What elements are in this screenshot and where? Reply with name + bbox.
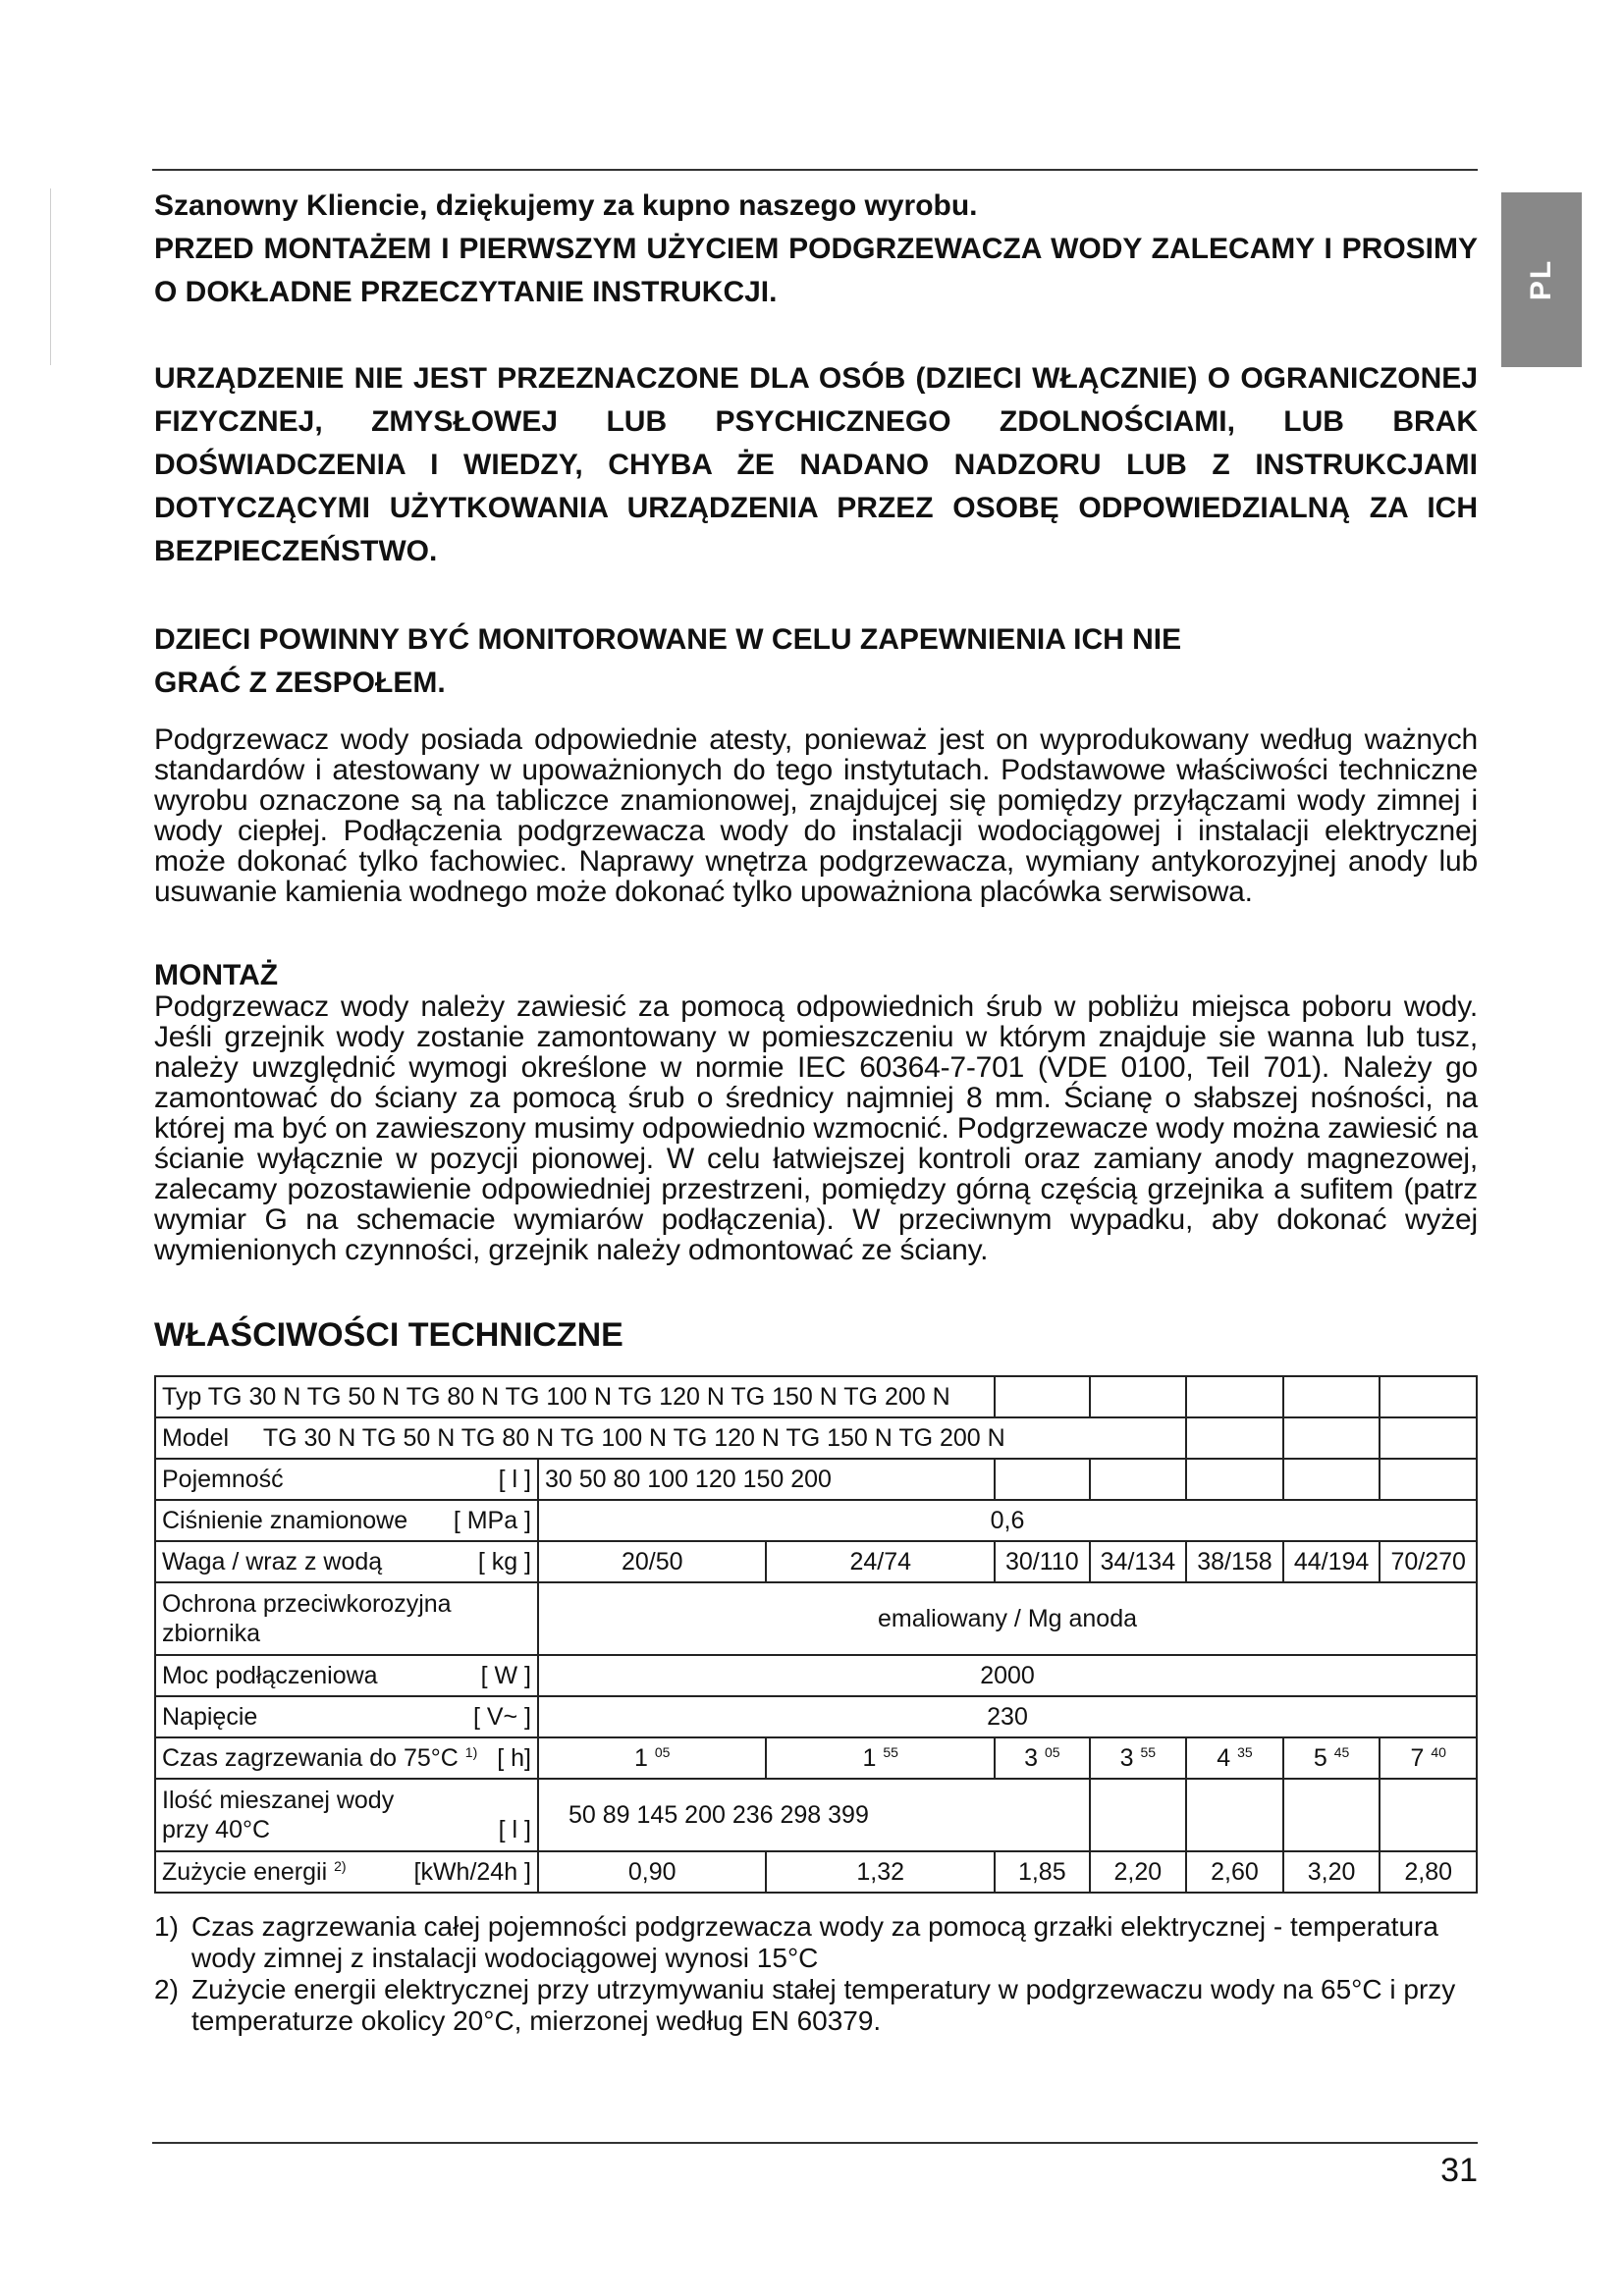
- table-row: [155, 1851, 1477, 1893]
- footnote-2: 2) Zużycie energii elektrycznej przy utrzymywaniu stałej temperatury w podgrzewaczu wody na 65°C i przy temperaturze okolicy 20°C, mierzonej według EN 60379.: [154, 1974, 1456, 2036]
- zuzycie-footnote-ref: 2): [334, 1857, 347, 1874]
- table-row: [155, 1779, 1477, 1851]
- zuzycie-value: 2,60: [1186, 1851, 1283, 1893]
- pojemnosc-label: Pojemność: [162, 1465, 284, 1493]
- czas-value: 1 $^{05}$: [538, 1737, 766, 1779]
- czas-value: 3 $^{05}$: [995, 1737, 1090, 1779]
- bottom-rule: [152, 2142, 1478, 2144]
- czas-value: 4 $^{35}$: [1186, 1737, 1283, 1779]
- waga-value: 70/270: [1380, 1541, 1477, 1582]
- table-row: [155, 1541, 1477, 1582]
- czas-unit: [ h]: [497, 1743, 531, 1772]
- ochrona-label: Ochrona przeciwkorozyjna zbiornika: [155, 1582, 538, 1655]
- model-values: TG 30 N TG 50 N TG 80 N TG 100 N TG 120 N TG 150 N TG 200 N: [262, 1423, 1005, 1452]
- children-warning-line-2: GRAĆ Z ZESPOŁEM.: [154, 667, 446, 699]
- children-warning-line-1: DZIECI POWINNY BYĆ MONITOROWANE W CELU ZAPEWNIENIA ICH NIE: [154, 623, 1182, 656]
- table-row: [155, 1655, 1477, 1696]
- table-row: [155, 1417, 1477, 1459]
- margin-line: [50, 188, 51, 365]
- czas-label: Czas zagrzewania do 75°C: [162, 1743, 459, 1772]
- table-row: [155, 1582, 1477, 1655]
- zuzycie-value: 2,20: [1090, 1851, 1187, 1893]
- pojemnosc-values: 30 50 80 100 120 150 200: [545, 1465, 832, 1493]
- zuzycie-unit: [kWh/24h ]: [413, 1857, 531, 1886]
- tech-heading: WŁAŚCIWOŚCI TECHNICZNE: [154, 1316, 623, 1354]
- typ-text: Typ TG 30 N TG 50 N TG 80 N TG 100 N TG 120 N TG 150 N TG 200 N: [162, 1382, 950, 1411]
- page-content: [154, 185, 1478, 2037]
- cisnienie-label: Ciśnienie znamionowe: [162, 1506, 408, 1534]
- czas-value: 1 $^{55}$: [766, 1737, 995, 1779]
- waga-value: 34/134: [1090, 1541, 1187, 1582]
- ilosc-label-1: Ilość mieszanej wody: [162, 1787, 395, 1814]
- waga-value: 24/74: [766, 1541, 995, 1582]
- waga-value: 30/110: [995, 1541, 1090, 1582]
- cisnienie-value: 0,6: [538, 1500, 1477, 1541]
- napiecie-value: 230: [538, 1696, 1477, 1737]
- zuzycie-value: 0,90: [538, 1851, 766, 1893]
- footnote-1: 1) Czas zagrzewania całej pojemności podgrzewacza wody za pomocą grzałki elektrycznej - temperatura wody zimnej z instalacji wodociągowej wynosi 15°C: [154, 1911, 1438, 1973]
- cisnienie-unit: [ MPa ]: [453, 1506, 531, 1534]
- spec-table: [154, 1375, 1478, 1894]
- zuzycie-value: 2,80: [1380, 1851, 1477, 1893]
- table-row: [155, 1500, 1477, 1541]
- language-tab: [1501, 192, 1582, 367]
- napiecie-label: Napięcie: [162, 1702, 258, 1731]
- zuzycie-value: 1,32: [766, 1851, 995, 1893]
- czas-value: 3 $^{55}$: [1090, 1737, 1187, 1779]
- top-rule: [152, 169, 1478, 171]
- napiecie-unit: [ V~ ]: [472, 1702, 531, 1731]
- product-description: Podgrzewacz wody posiada odpowiednie atesty, ponieważ jest on wyprodukowany według ważnych standardów i atestowany w upoważnionych do tego instytutach. Podstawowe właściwości techniczne wyrobu oznaczone są na tabliczce znamionowej, znajdujcej się pomiędzy przyłączami wody zimnej i wody ciepłej. Podłączenia podgrzewacza wody do instalacji wodociągowej i instalacji elektrycznej może dokonać tylko fachowiec. Naprawy wnętrza podgrzewacza, wymiany antykorozyjnej anody lub usuwanie kamienia wodnego może dokonać tylko upoważniona placówka serwisowa.: [154, 723, 1478, 908]
- greeting: Szanowny Kliencie, dziękujemy za kupno naszego wyrobu.: [154, 189, 978, 222]
- ilosc-label-2: przy 40°C: [162, 1816, 271, 1843]
- ilosc-unit: [ l ]: [498, 1816, 531, 1843]
- montaz-heading: MONTAŻ: [154, 959, 279, 991]
- table-row: [155, 1376, 1477, 1417]
- table-row: [155, 1459, 1477, 1500]
- waga-value: 20/50: [538, 1541, 766, 1582]
- table-row: [155, 1696, 1477, 1737]
- language-tab-label: PL: [1525, 258, 1557, 301]
- waga-unit: [ kg ]: [477, 1547, 531, 1575]
- zuzycie-value: 3,20: [1283, 1851, 1380, 1893]
- model-label: Model: [162, 1423, 230, 1452]
- zuzycie-label: Zużycie energii: [162, 1857, 328, 1886]
- safety-warning: URZĄDZENIE NIE JEST PRZEZNACZONE DLA OSÓB (DZIECI WŁĄCZNIE) O OGRANICZONEJ FIZYCZNEJ, ZMYSŁOWEJ LUB PSYCHICZNEGO ZDOLNOŚCIAMI, LUB BRAK DOŚWIADCZENIA I WIEDZY, CHYBA ŻE NADANO NADZORU LUB Z INSTRUKCJAMI DOTYCZĄCYMI UŻYTKOWANIA URZĄDZENIA PRZEZ OSOBĘ ODPOWIEDZIALNĄ ZA ICH BEZPIECZEŃSTWO.: [154, 362, 1478, 567]
- typ-cell: [155, 1376, 995, 1417]
- montaz-text: Podgrzewacz wody należy zawiesić za pomocą odpowiednich śrub w pobliżu miejsca poboru wody. Jeśli grzejnik wody zostanie zamontowany w pomieszczeniu w którym znajduje sie wanna lub tusz, należy uwzględnić wymogi określone w normie IEC 60364-7-701 (VDE 0100, Teil 701). Należy go zamontować do ściany za pomocą śrub o średnicy najmniej 8 mm. Ścianę o słabszej nośności, na której ma być on zawieszony musimy odpowiednio wzmocnić. Podgrzewacze wody można zawiesić na ścianie wyłącznie w pozycji pionowej. W celu łatwiejszej kontroli oraz zamiany anody magnezowej, zalecamy pozostawienie odpowiedniej przestrzeni, pomiędzy górną częścią grzejnika a sufitem (patrz wymiar G na schemacie wymiarów podłączenia). W przeciwnym wypadku, aby dokonać wyżej wymienionych czynności, grzejnik należy odmontować ze ściany.: [154, 990, 1478, 1266]
- moc-label: Moc podłączeniowa: [162, 1661, 378, 1689]
- czas-footnote-ref: 1): [464, 1743, 478, 1760]
- table-row: [155, 1737, 1477, 1779]
- waga-value: 44/194: [1283, 1541, 1380, 1582]
- pojemnosc-unit: [ l ]: [498, 1465, 531, 1493]
- waga-value: 38/158: [1186, 1541, 1283, 1582]
- ilosc-values: 50 89 145 200 236 298 399: [568, 1800, 869, 1829]
- read-instructions-notice: PRZED MONTAŻEM I PIERWSZYM UŻYCIEM PODGRZEWACZA WODY ZALECAMY I PROSIMY O DOKŁADNE PRZECZYTANIE INSTRUKCJI.: [154, 233, 1478, 308]
- czas-value: 5 $^{45}$: [1283, 1737, 1380, 1779]
- czas-value: 7 $^{40}$: [1380, 1737, 1477, 1779]
- moc-unit: [ W ]: [480, 1661, 531, 1689]
- model-cell: [155, 1417, 1186, 1459]
- zuzycie-value: 1,85: [995, 1851, 1090, 1893]
- moc-value: 2000: [538, 1655, 1477, 1696]
- waga-label: Waga / wraz z wodą: [162, 1547, 383, 1575]
- ochrona-value: emaliowany / Mg anoda: [538, 1582, 1477, 1655]
- footnotes: [154, 1911, 1478, 2037]
- page-number: 31: [1440, 2152, 1478, 2189]
